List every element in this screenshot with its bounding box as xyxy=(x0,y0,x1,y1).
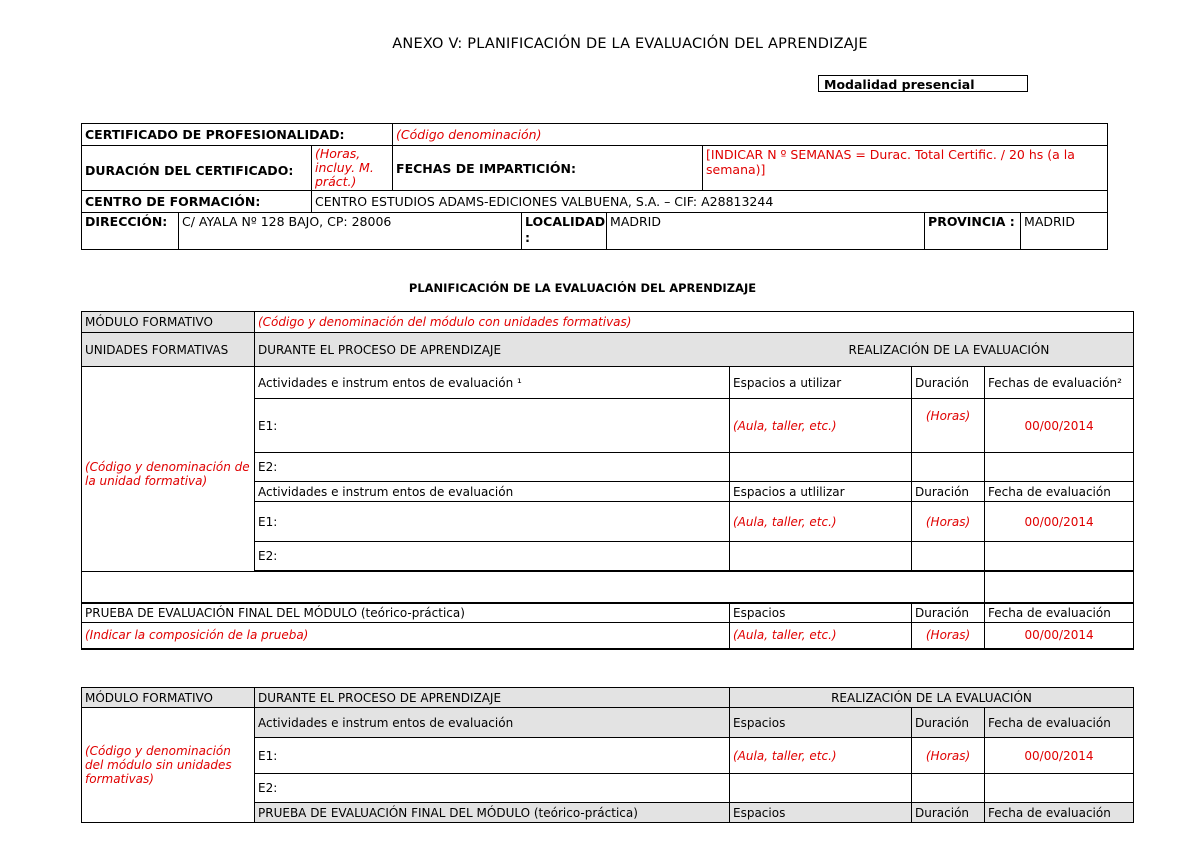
duracion-label: DURACIÓN DEL CERTIFICADO: xyxy=(82,146,312,191)
realizacion-header-2: REALIZACIÓN DE LA EVALUACIÓN xyxy=(730,688,1134,708)
evaluation-table-without-units xyxy=(81,687,1134,823)
e1-espacios-2[interactable]: (Aula, taller, etc.) xyxy=(730,502,912,542)
e2-espacios-2[interactable] xyxy=(730,542,912,571)
e1-duracion-2[interactable]: (Horas) xyxy=(912,502,985,542)
col-espacios-2: Espacios a utlilizar xyxy=(730,482,912,502)
e2-fecha-3[interactable] xyxy=(985,774,1134,803)
blank-row-end[interactable] xyxy=(985,572,1134,603)
prueba-label-2: PRUEBA DE EVALUACIÓN FINAL DEL MÓDULO (teórico-práctica) xyxy=(255,803,730,823)
e1-espacios[interactable]: (Aula, taller, etc.) xyxy=(730,399,912,453)
e1-label[interactable]: E1: xyxy=(255,399,730,453)
prueba-label: PRUEBA DE EVALUACIÓN FINAL DEL MÓDULO (teórico-práctica) xyxy=(82,603,730,623)
e1-duracion[interactable]: (Horas) xyxy=(912,399,985,453)
e1-duracion-3[interactable]: (Horas) xyxy=(912,738,985,774)
cert-label: CERTIFICADO DE PROFESIONALIDAD: xyxy=(82,124,393,146)
e1-fecha[interactable]: 00/00/2014 xyxy=(985,399,1134,453)
prueba-value[interactable]: (Indicar la composición de la prueba) xyxy=(82,623,730,649)
modulo-label: MÓDULO FORMATIVO xyxy=(82,312,255,333)
col-fechas: Fechas de evaluación² xyxy=(985,367,1134,399)
prueba-fecha-value[interactable]: 00/00/2014 xyxy=(985,623,1134,649)
col-espacios-3: Espacios xyxy=(730,708,912,738)
e1-espacios-3[interactable]: (Aula, taller, etc.) xyxy=(730,738,912,774)
section-subtitle: PLANIFICACIÓN DE LA EVALUACIÓN DEL APRENDIZAJE xyxy=(408,281,757,295)
durante-header: DURANTE EL PROCESO DE APRENDIZAJE xyxy=(255,333,730,367)
direccion-label: DIRECCIÓN: xyxy=(82,213,179,250)
e1-fecha-3[interactable]: 00/00/2014 xyxy=(985,738,1134,774)
e2-duracion-2[interactable] xyxy=(912,542,985,571)
duracion-value[interactable]: (Horas, incluy. M. práct.) xyxy=(312,146,393,191)
prueba-col-espacios-2: Espacios xyxy=(730,803,912,823)
prueba-col-duracion: Duración xyxy=(912,603,985,623)
modalidad-box: Modalidad presencial xyxy=(818,75,1028,92)
e2-fecha[interactable] xyxy=(985,453,1134,482)
prueba-col-fecha-2: Fecha de evaluación xyxy=(985,803,1134,823)
durante-header-2: DURANTE EL PROCESO DE APRENDIZAJE xyxy=(255,688,730,708)
unidades-label: UNIDADES FORMATIVAS xyxy=(82,333,255,367)
prueba-col-duracion-2: Duración xyxy=(912,803,985,823)
col-espacios: Espacios a utilizar xyxy=(730,367,912,399)
centro-value[interactable]: CENTRO ESTUDIOS ADAMS-EDICIONES VALBUENA, S.A. – CIF: A28813244 xyxy=(312,191,1108,213)
col-actividades-2: Actividades e instrum entos de evaluación xyxy=(255,482,730,502)
prueba-col-fecha: Fecha de evaluación xyxy=(985,603,1134,623)
certificate-info-table xyxy=(81,123,1108,250)
col-fecha-2: Fecha de evaluación xyxy=(985,482,1134,502)
realizacion-header: REALIZACIÓN DE LA EVALUACIÓN xyxy=(730,333,1134,367)
fechas-value[interactable]: [INDICAR N º SEMANAS = Durac. Total Certific. / 20 hs (a la semana)] xyxy=(703,146,1108,191)
e2-label-3[interactable]: E2: xyxy=(255,774,730,803)
modulo-value[interactable]: (Código y denominación del módulo con unidades formativas) xyxy=(255,312,1134,333)
e1-label-3[interactable]: E1: xyxy=(255,738,730,774)
unidad-formativa-value[interactable]: (Código y denominación de la unidad formativa) xyxy=(82,367,255,572)
direccion-value[interactable]: C/ AYALA Nº 128 BAJO, CP: 28006 xyxy=(179,213,522,250)
col-fecha-3: Fecha de evaluación xyxy=(985,708,1134,738)
cert-value[interactable]: (Código denominación) xyxy=(393,124,1108,146)
col-duracion-3: Duración xyxy=(912,708,985,738)
modulo-label-2: MÓDULO FORMATIVO xyxy=(82,688,255,708)
e2-fecha-2[interactable] xyxy=(985,542,1134,571)
e1-label-2[interactable]: E1: xyxy=(255,502,730,542)
provincia-value[interactable]: MADRID xyxy=(1021,213,1108,250)
centro-label: CENTRO DE FORMACIÓN: xyxy=(82,191,312,213)
col-duracion-2: Duración xyxy=(912,482,985,502)
e2-label-2[interactable]: E2: xyxy=(255,542,730,571)
blank-row[interactable] xyxy=(82,572,985,603)
page-title: ANEXO V: PLANIFICACIÓN DE LA EVALUACIÓN DEL APRENDIZAJE xyxy=(392,36,868,52)
fechas-label: FECHAS DE IMPARTICIÓN: xyxy=(393,146,703,191)
e2-duracion-3[interactable] xyxy=(912,774,985,803)
evaluation-table-with-units xyxy=(81,311,1134,650)
col-actividades-3: Actividades e instrum entos de evaluación xyxy=(255,708,730,738)
prueba-col-espacios: Espacios xyxy=(730,603,912,623)
e2-duracion[interactable] xyxy=(912,453,985,482)
col-duracion: Duración xyxy=(912,367,985,399)
prueba-duracion-value[interactable]: (Horas) xyxy=(912,623,985,649)
e2-espacios[interactable] xyxy=(730,453,912,482)
e2-label[interactable]: E2: xyxy=(255,453,730,482)
localidad-label: LOCALIDAD : xyxy=(522,213,607,250)
provincia-label: PROVINCIA : xyxy=(925,213,1021,250)
prueba-espacios-value[interactable]: (Aula, taller, etc.) xyxy=(730,623,912,649)
col-actividades: Actividades e instrum entos de evaluación ¹ xyxy=(255,367,730,399)
modulo-sin-uf-value[interactable]: (Código y denominación del módulo sin unidades formativas) xyxy=(82,708,255,823)
e1-fecha-2[interactable]: 00/00/2014 xyxy=(985,502,1134,542)
localidad-value[interactable]: MADRID xyxy=(607,213,925,250)
e2-espacios-3[interactable] xyxy=(730,774,912,803)
